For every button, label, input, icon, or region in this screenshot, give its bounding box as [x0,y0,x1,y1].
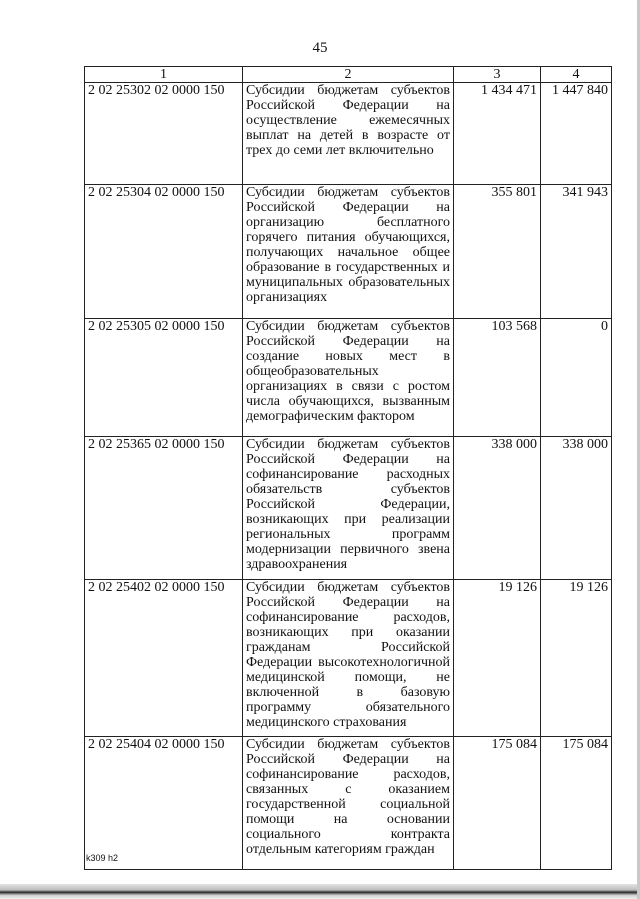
row-value-year1 [454,185,541,319]
table-row [85,737,612,870]
table-row [85,319,612,437]
value-text: 338 000 [562,437,608,452]
table-row [85,580,612,737]
column-header-2: 2 [243,67,454,83]
row-description: Субсидии бюджетам субъектов Российской Федерации на создание новых мест в общеобразовательных организациях в связи с ростом числа обучающихся, вызванным демографическим фактором [243,319,454,437]
value-text: 0 [601,319,608,334]
row-value-year1 [454,319,541,437]
row-description: Субсидии бюджетам субъектов Российской Федерации на софинансирование расходов, связанных с оказанием государственной социальной помощи на основании социального контракта отдельным категориям граждан [243,737,454,870]
footer-code: k309 h2 [86,853,119,863]
page-number: 45 [312,40,328,56]
value-text: 1 434 471 [481,83,537,98]
row-code: 2 02 25365 02 0000 150 [85,437,243,580]
value-text: 19 126 [569,580,608,595]
row-value-year2 [541,437,612,580]
row-value-year2 [541,319,612,437]
row-code: 2 02 25304 02 0000 150 [85,185,243,319]
budget-table [84,66,612,870]
value-text: 19 126 [498,580,537,595]
row-value-year2 [541,185,612,319]
row-value-year1 [454,737,541,870]
table-row [85,437,612,580]
row-value-year2 [541,83,612,185]
row-description: Субсидии бюджетам субъектов Российской Федерации на софинансирование расходов, возникающих при оказании гражданам Российской Федерации высокотехнологичной медицинской помощи, не включенной в базовую программу обязательного медицинского страхования [243,580,454,737]
value-text: 341 943 [562,185,608,200]
row-code: 2 02 25305 02 0000 150 [85,319,243,437]
row-value-year2 [541,737,612,870]
value-text: 355 801 [491,185,537,200]
row-code: 2 02 25402 02 0000 150 [85,580,243,737]
row-description: Субсидии бюджетам субъектов Российской Федерации на софинансирование расходных обязательств субъектов Российской Федерации, возникающих при реализации региональных программ модернизации первичного звена здравоохранения [243,437,454,580]
table-body [85,83,612,870]
column-header-1: 1 [85,67,243,83]
row-description: Субсидии бюджетам субъектов Российской Федерации на организацию бесплатного горячего питания обучающихся, получающих начальное общее образование в государственных и муниципальных образовательных организациях [243,185,454,319]
column-header-4: 4 [541,67,612,83]
value-text: 175 084 [491,737,537,752]
table-row [85,185,612,319]
row-value-year1 [454,437,541,580]
row-value-year2 [541,580,612,737]
value-text: 1 447 840 [552,83,608,98]
row-code: 2 02 25302 02 0000 150 [85,83,243,185]
row-value-year1 [454,580,541,737]
value-text: 103 568 [491,319,537,334]
table-header [85,67,612,83]
row-value-year1 [454,83,541,185]
row-description: Субсидии бюджетам субъектов Российской Федерации на осуществление ежемесячных выплат на детей в возрасте от трех до семи лет включительно [243,83,454,185]
value-text: 338 000 [491,437,537,452]
header-row [85,67,612,83]
value-text: 175 084 [562,737,608,752]
table-row [85,83,612,185]
row-code: 2 02 25404 02 0000 150 [85,737,243,870]
column-header-3: 3 [454,67,541,83]
scan-edge-bar [0,884,640,899]
